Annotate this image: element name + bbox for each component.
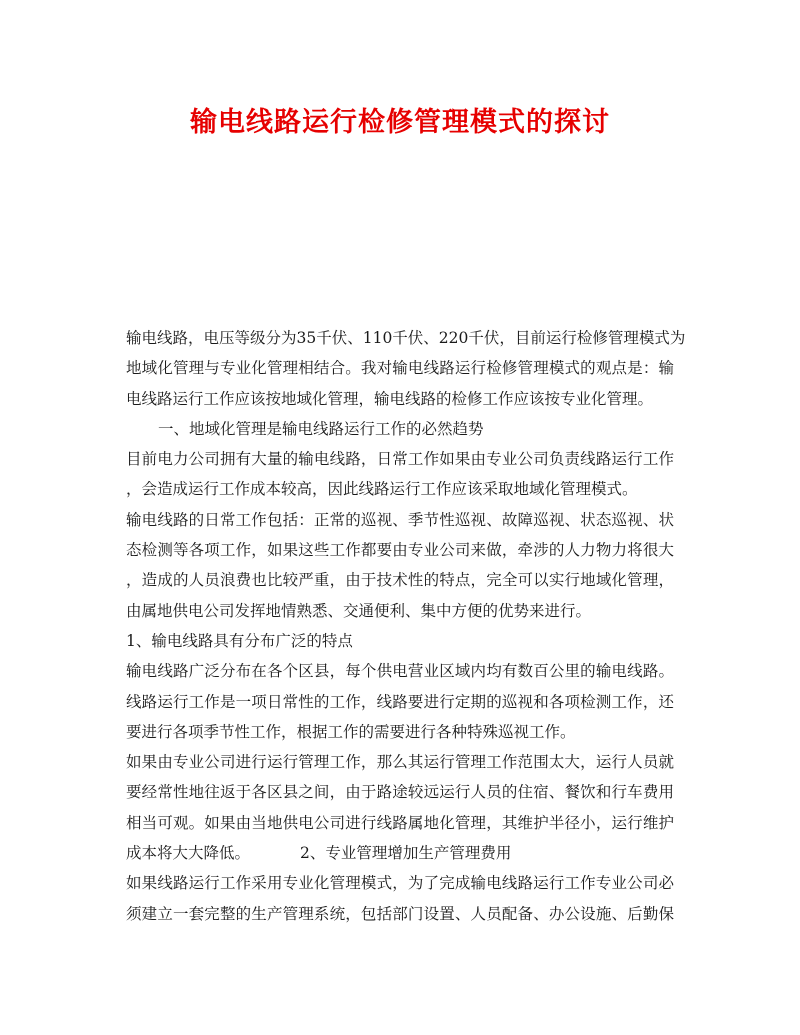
body-line: 输电线路的日常工作包括：正常的巡视、季节性巡视、故障巡视、状态巡视、状 bbox=[126, 510, 674, 529]
body-line: 目前电力公司拥有大量的输电线路，日常工作如果由专业公司负责线路运行工作 bbox=[126, 450, 674, 469]
body-line: 要进行各项季节性工作，根据工作的需要进行各种特殊巡视工作。 bbox=[126, 722, 576, 741]
body-line: 由属地供电公司发挥地情熟悉、交通便利、集中方便的优势来进行。 bbox=[126, 601, 592, 620]
body-line: 要经常性地往返于各区县之间，由于路途较远运行人员的住宿、餐饮和行车费用 bbox=[126, 783, 674, 802]
body-line-segment: 成本将大大降低。 bbox=[126, 844, 251, 863]
body-line-with-heading bbox=[126, 838, 674, 868]
body-line: 态检测等各项工作，如果这些工作都要由专业公司来做，牵涉的人力物力将很大 bbox=[126, 541, 674, 560]
body-line: ，造成的人员浪费也比较严重，由于技术性的特点，完全可以实行地域化管理， bbox=[126, 571, 674, 590]
section-heading: 一、地域化管理是输电线路运行工作的必然趋势 bbox=[158, 419, 484, 438]
body-line: 如果线路运行工作采用专业化管理模式，为了完成输电线路运行工作专业公司必 bbox=[126, 874, 674, 893]
body-line: 地域化管理与专业化管理相结合。我对输电线路运行检修管理模式的观点是：输 bbox=[126, 359, 674, 378]
body-line: 电线路运行工作应该按地域化管理，输电线路的检修工作应该按专业化管理。 bbox=[126, 389, 654, 408]
body-line: 相当可观。如果由当地供电公司进行线路属地化管理，其维护半径小，运行维护 bbox=[126, 813, 674, 832]
body-line: 须建立一套完整的生产管理系统，包括部门设置、人员配备、办公设施、后勤保 bbox=[126, 904, 674, 923]
document-title: 输电线路运行检修管理模式的探讨 bbox=[190, 107, 610, 138]
body-line: 输电线路广泛分布在各个区县，每个供电营业区域内均有数百公里的输电线路。 bbox=[126, 662, 674, 681]
subsection-heading: 2、专业管理增加生产管理费用 bbox=[300, 844, 512, 863]
body-line: 如果由专业公司进行运行管理工作，那么其运行管理工作范围太大，运行人员就 bbox=[126, 753, 674, 772]
subsection-heading: 1、输电线路具有分布广泛的特点 bbox=[126, 631, 353, 650]
body-line: 线路运行工作是一项日常性的工作，线路要进行定期的巡视和各项检测工作，还 bbox=[126, 692, 674, 711]
body-line: 输电线路，电压等级分为35千伏、110千伏、220千伏，目前运行检修管理模式为 bbox=[126, 329, 686, 347]
document-body bbox=[126, 323, 686, 929]
body-line: ，会造成运行工作成本较高，因此线路运行工作应该采取地域化管理模式。 bbox=[126, 480, 638, 499]
